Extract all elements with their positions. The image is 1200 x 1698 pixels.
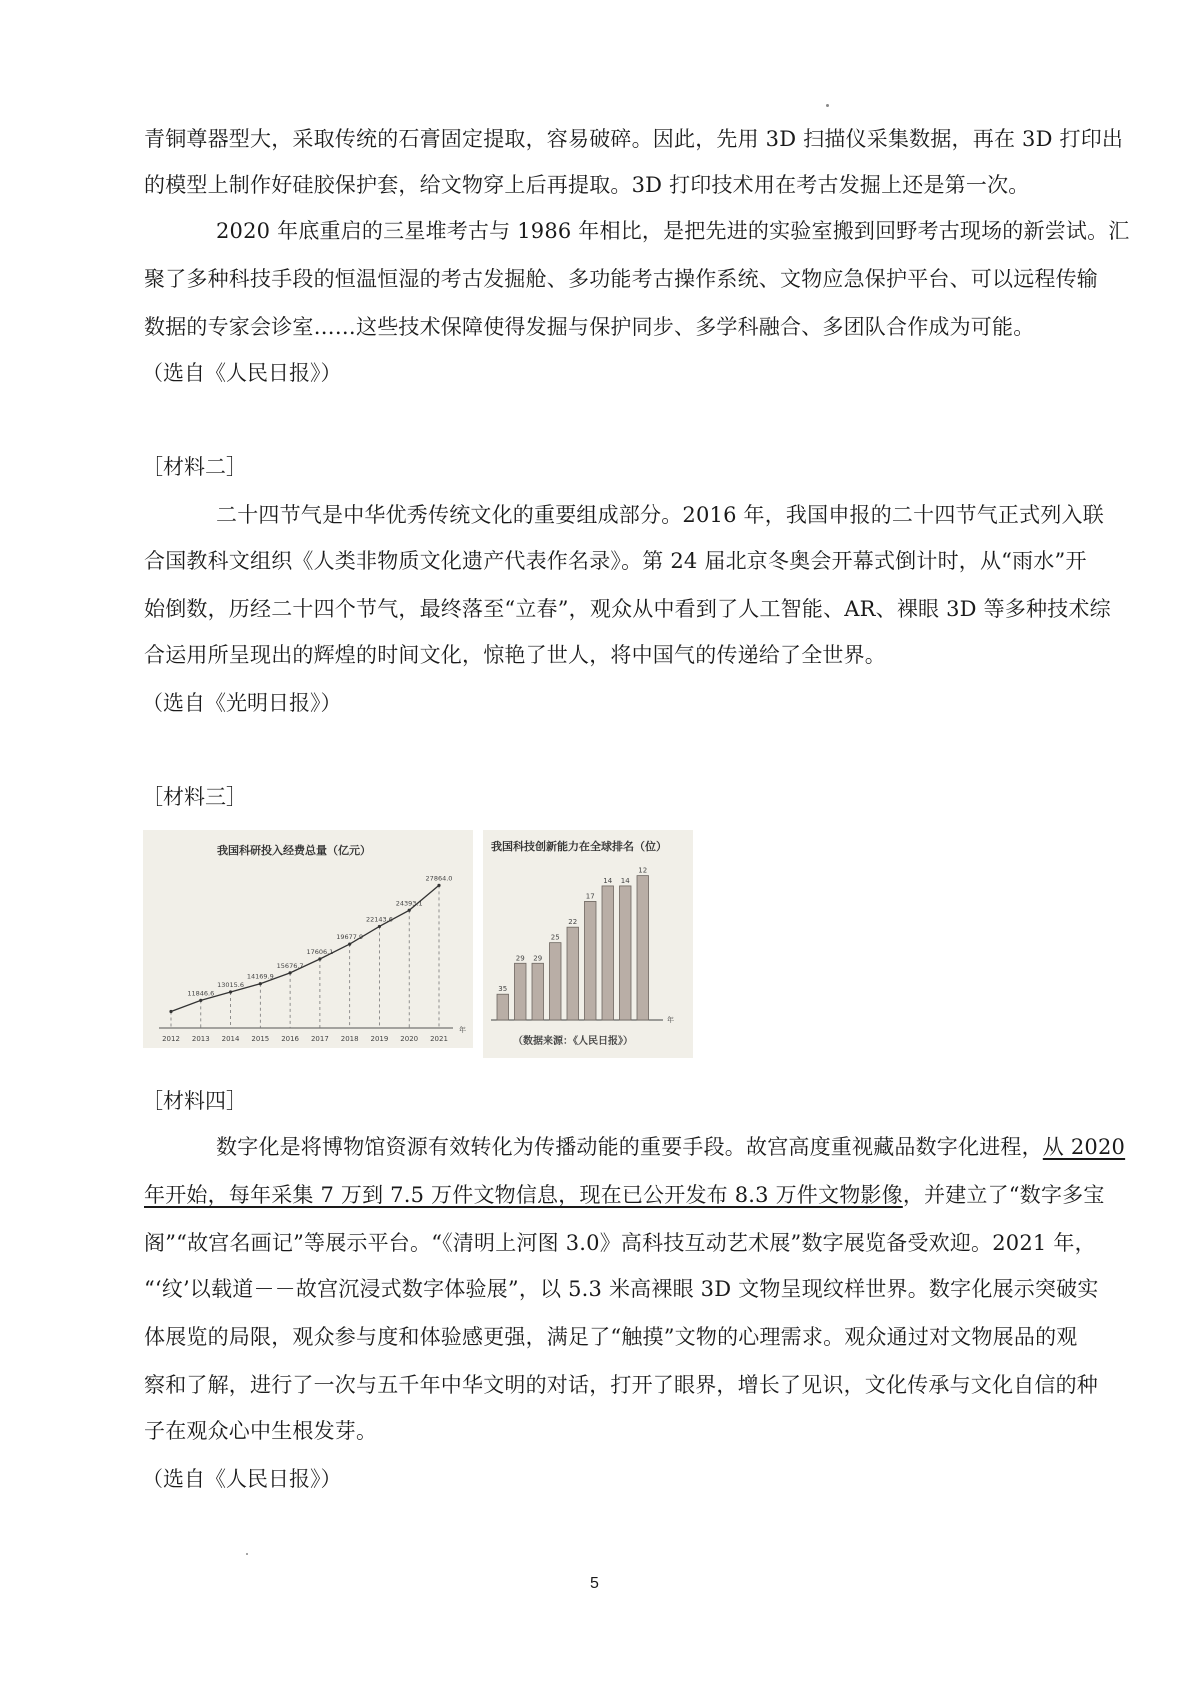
bar (550, 943, 562, 1020)
paragraph-line: 合国教科文组织《人类非物质文化遗产代表作名录》。第 24 届北京冬奥会开幕式倒计时，从“雨水”开 (144, 549, 1087, 573)
bar-value-label: 17 (585, 892, 595, 901)
bar-value-label: 29 (533, 954, 543, 963)
point-label: 11846.6 (187, 989, 215, 998)
innovation-rank-chart (483, 830, 693, 1058)
paragraph-line: 察和了解，进行了一次与五千年中华文明的对话，打开了眼界，增长了见识，文化传承与文化自信的种 (144, 1373, 1098, 1397)
material-four-heading: ［材料四］ (142, 1089, 247, 1113)
text-run: ，并建立了“数字多宝 (902, 1183, 1105, 1207)
paragraph-line: 子在观众心中生根发芽。 (144, 1419, 378, 1443)
bar (532, 963, 544, 1020)
data-point (169, 1010, 172, 1013)
x-tick-label: 2020 (400, 1035, 419, 1043)
bar (567, 927, 579, 1020)
source-citation: （选自《光明日报》） (142, 691, 342, 715)
chart-title: 我国科技创新能力在全球排名（位） (491, 840, 667, 853)
material-three-heading: ［材料三］ (142, 785, 247, 809)
point-label: 14169.9 (246, 972, 274, 981)
data-point (348, 943, 351, 946)
data-point (437, 884, 440, 887)
bar-value-label: 29 (515, 954, 525, 963)
point-label: 19677.9 (336, 933, 364, 942)
x-tick-label: 2015 (251, 1035, 270, 1043)
x-tick-label: 2018 (340, 1035, 359, 1043)
text-run: 数字化是将博物馆资源有效转化为传播动能的重要手段。故宫高度重视藏品数字化进程， (216, 1135, 1043, 1159)
bar (515, 963, 527, 1020)
research-funding-chart (143, 830, 473, 1048)
bar (585, 901, 597, 1020)
bar-value-label: 14 (603, 876, 613, 885)
bar (637, 876, 649, 1020)
paragraph-line: 数据的专家会诊室……这些技术保障使得发掘与保护同步、多学科融合、多团队合作成为可能。 (144, 315, 1035, 339)
source-citation: （选自《人民日报》） (142, 1467, 342, 1491)
scan-speck (826, 104, 829, 107)
data-point (199, 999, 202, 1002)
data-point (229, 990, 232, 993)
point-label: 22143.6 (365, 915, 393, 924)
page-number: 5 (590, 1575, 599, 1592)
paragraph-line: 二十四节气是中华优秀传统文化的重要组成部分。2016 年，我国申报的二十四节气正式列入联 (216, 503, 1104, 527)
bar-chart-svg (483, 830, 693, 1058)
data-source-note: （数据来源：《人民日报》） (513, 1036, 633, 1047)
underlined-text: 年开始，每年采集 7 万到 7.5 万件文物信息，现在已公开发布 8.3 万件文物影像 (144, 1183, 903, 1207)
paragraph-line: 青铜尊器型大，采取传统的石膏固定提取，容易破碎。因此，先用 3D 扫描仪采集数据，再在 3D 打印出 (144, 127, 1124, 151)
data-point (289, 971, 292, 974)
line-chart-svg (143, 830, 473, 1048)
x-tick-label: 2019 (370, 1035, 389, 1043)
paragraph-line: 的模型上制作好硅胶保护套，给文物穿上后再提取。3D 打印技术用在考古发掘上还是第一次。 (144, 173, 1030, 197)
x-tick-label: 2014 (221, 1035, 240, 1043)
paragraph-line: 2020 年底重启的三星堆考古与 1986 年相比，是把先进的实验室搬到回野考古现场的新尝试。汇 (216, 219, 1130, 243)
bar-value-label: 25 (550, 933, 560, 942)
paragraph-line (144, 1180, 1114, 1210)
paragraph-line: “‘纹’以载道－－故宫沉浸式数字体验展”，以 5.3 米高裸眼 3D 文物呈现纹样世界。数字化展示突破实 (144, 1277, 1099, 1301)
paragraph-line: 体展览的局限，观众参与度和体验感更强，满足了“触摸”文物的心理需求。观众通过对文物展品的观 (144, 1325, 1078, 1349)
paragraph-line (216, 1132, 1126, 1162)
x-tick-label: 2013 (191, 1035, 210, 1043)
bar-value-label: 12 (638, 866, 648, 875)
scan-speck (246, 1553, 248, 1555)
x-tick-label: 2012 (162, 1035, 180, 1043)
data-point (318, 957, 321, 960)
point-label: 24393.1 (395, 899, 423, 908)
point-label: 17606.1 (306, 948, 334, 957)
x-tick-label: 2017 (310, 1035, 329, 1043)
chart-title: 我国科研投入经费总量（亿元） (217, 844, 371, 857)
data-point (378, 925, 381, 928)
bar-value-label: 22 (568, 918, 578, 927)
x-unit-label: 年 (459, 1026, 466, 1034)
paragraph-line: 阁”“故宫名画记”等展示平台。“《清明上河图 3.0》高科技互动艺术展”数字展览备受欢迎。2021 年， (144, 1231, 1096, 1255)
bar (620, 886, 632, 1020)
source-citation: （选自《人民日报》） (142, 361, 342, 385)
data-point (259, 982, 262, 985)
bar (602, 886, 614, 1020)
point-label: 15676.7 (276, 961, 304, 970)
bar-value-label: 35 (498, 985, 508, 994)
data-point (408, 909, 411, 912)
x-tick-label: 2016 (281, 1035, 300, 1043)
material-two-heading: ［材料二］ (142, 455, 247, 479)
paragraph-line: 始倒数，历经二十四个节气，最终落至“立春”，观众从中看到了人工智能、AR、裸眼 3D 等多种技术综 (144, 597, 1111, 621)
paragraph-line: 合运用所呈现出的辉煌的时间文化，惊艳了世人，将中国气的传递给了全世界。 (144, 643, 886, 667)
bar-value-label: 14 (620, 876, 630, 885)
underlined-text: 从 2020 (1042, 1135, 1126, 1159)
point-label: 27864.0 (425, 874, 453, 883)
bar (497, 994, 509, 1020)
paragraph-line: 聚了多种科技手段的恒温恒湿的考古发掘舱、多功能考古操作系统、文物应急保护平台、可以远程传输 (144, 267, 1098, 291)
x-tick-label: 2021 (430, 1035, 448, 1043)
x-unit-label: 年 (667, 1016, 674, 1024)
point-label: 13015.6 (217, 980, 245, 989)
